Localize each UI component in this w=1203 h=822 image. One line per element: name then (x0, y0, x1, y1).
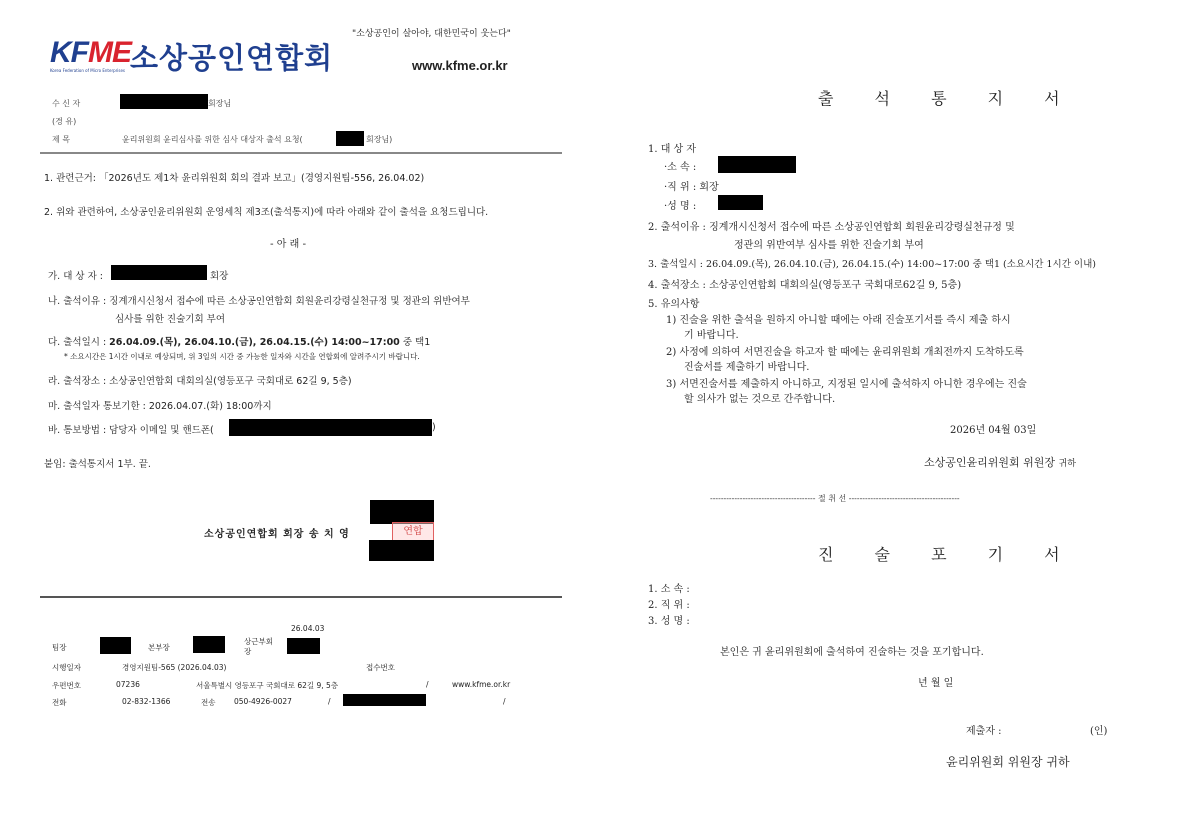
note-2: 2) 사정에 의하여 서면진술을 하고자 할 때에는 윤리위원회 개최전까지 도착하도록 (666, 347, 1024, 358)
section-1-position: ·직 위 : 회장 (664, 182, 719, 193)
waiver-field-org: 1. 소 속 : (648, 584, 690, 595)
recipient-label: 수 신 자 (52, 99, 81, 108)
redaction-box (287, 638, 320, 654)
subject-label: 제 목 (52, 135, 70, 144)
website-url: www.kfme.or.kr (412, 58, 508, 73)
redaction-box (336, 131, 364, 146)
notice-date: 2026년 04월 03일 (950, 425, 1037, 436)
approval-date: 26.04.03 (291, 624, 325, 633)
logo-sub: Korea Federation of Micro Enterprises (50, 68, 126, 73)
footer-divider (40, 596, 562, 598)
kfme-logo (50, 36, 131, 70)
separator: / (426, 680, 429, 689)
seal-mark: (인) (1090, 726, 1108, 737)
item-na-cont: 심사를 위한 진술기회 부여 (115, 314, 226, 325)
addressee: 소상공인윤리위원회 위원장 귀하 (924, 456, 1076, 469)
fax-label: 전송 (201, 698, 216, 707)
slogan: "소상공인이 살아야, 대한민국이 웃는다" (352, 29, 511, 39)
cut-line: --------------------------------------- 절 취 선 ----------------------------------------- (710, 494, 960, 503)
below-heading: - 아 래 - (270, 239, 307, 250)
item-2: 2. 위와 관련하여, 소상공인윤리위원회 운영세칙 제3조(출석통지)에 따라 아래와 같이 출석을 요청드립니다. (44, 207, 489, 218)
section-2: 2. 출석이유 : 징계개시신청서 접수에 따른 소상공인연합회 회원윤리강령실천규정 및 (648, 222, 1015, 233)
item-na: 나. 출석이유 : 징계개시신청서 접수에 따른 소상공인연합회 회원윤리강령실천규정 및 정관의 위반여부 (48, 296, 470, 307)
recipient-suffix: 회장님 (208, 99, 232, 108)
logo-en: KFME (50, 36, 131, 69)
attachment-note: 붙임: 출석통지서 1부. 끝. (44, 459, 151, 470)
vp-label-2: 장 (244, 647, 252, 656)
redaction-box (343, 694, 426, 706)
waiver-date: 년 월 일 (918, 678, 954, 689)
submitter-label: 제출자 : (966, 726, 1002, 737)
item-ba-label: 바. 통보방법 : 담당자 이메일 및 핸드폰( (48, 425, 214, 436)
subject-text: 윤리위원회 윤리심사를 위한 심사 대상자 출석 요청( (122, 135, 303, 144)
section-5: 5. 유의사항 (648, 299, 700, 310)
section-2-cont: 정관의 위반여부 심사를 위한 진술기회 부여 (734, 240, 924, 251)
team-lead-label: 팀장 (52, 643, 67, 652)
item-ga-suffix: 회장 (210, 271, 229, 282)
redaction-box (369, 540, 434, 561)
note-2-cont: 진술서를 제출하기 바랍니다. (684, 362, 810, 373)
item-da-note: * 소요시간은 1시간 이내로 예상되며, 위 3일의 시간 중 가능한 일자와 시간을 연합회에 알려주시기 바랍니다. (64, 352, 420, 361)
section-3: 3. 출석일시 : 26.04.09.(목), 26.04.10.(금), 26.04.15.(수) 14:00~17:00 중 택1 (소요시간 1시간 이내) (648, 259, 1096, 270)
item-ga-label: 가. 대 상 자 : (48, 271, 104, 282)
waiver-title: 진 술 포 기 서 (818, 545, 1078, 564)
note-1-cont: 기 바랍니다. (684, 330, 739, 341)
waiver-field-position: 2. 직 위 : (648, 600, 690, 611)
section-1-org: ·소 속 : (664, 162, 697, 173)
item-ra: 라. 출석장소 : 소상공인연합회 대회의실(영등포구 국회대로 62길 9, 5층) (48, 376, 352, 387)
redaction-box (120, 94, 208, 109)
sender-name: 소상공인연합회 회장 송 치 영 (204, 529, 350, 540)
section-4: 4. 출석장소 : 소상공인연합회 대회의실(영등포구 국회대로62길 9, 5층) (648, 280, 962, 291)
waiver-statement: 본인은 귀 윤리위원회에 출석하여 진술하는 것을 포기합니다. (720, 647, 984, 658)
waiver-field-name: 3. 성 명 : (648, 616, 690, 627)
waiver-addressee: 윤리위원회 위원장 귀하 (946, 755, 1070, 769)
subject-suffix: 회장님) (366, 135, 393, 144)
separator: / (328, 697, 331, 706)
site: www.kfme.or.kr (452, 680, 511, 689)
header-divider (40, 152, 562, 154)
redaction-box (111, 265, 207, 280)
phone-value: 02-832-1366 (122, 697, 171, 706)
enforce-label: 시행일자 (52, 663, 81, 672)
note-1: 1) 진술을 위한 출석을 원하지 아니할 때에는 아래 진술포기서를 즉시 제출 하시 (666, 315, 1011, 326)
item-da: 다. 출석일시 : 26.04.09.(목), 26.04.10.(금), 26.04.15.(수) 14:00~17:00 중 택1 (48, 337, 431, 348)
receipt-label: 접수번호 (366, 663, 395, 672)
item-ma: 마. 출석일자 통보기한 : 2026.04.07.(화) 18:00까지 (48, 401, 272, 412)
dept-head-label: 본부장 (148, 643, 170, 652)
address: 서울특별시 영등포구 국회대로 62길 9, 5층 (196, 681, 339, 690)
item-1: 1. 관련근거: 「2026년도 제1차 윤리위원회 회의 결과 보고」(경영지원팀-556, 26.04.02) (44, 173, 425, 184)
separator: / (503, 697, 506, 706)
vp-label: 상근부회 (244, 637, 273, 646)
redaction-box (229, 419, 432, 436)
logo-ko: 소상공인연합회 (130, 41, 334, 75)
section-1: 1. 대 상 자 (648, 144, 697, 155)
enforce-value: 경영지원팀-565 (2026.04.03) (122, 663, 227, 672)
redaction-box (100, 637, 131, 654)
via-label: (경 유) (52, 117, 77, 126)
section-1-name: ·성 명 : (664, 201, 697, 212)
note-3-cont: 할 의사가 없는 것으로 간주합니다. (684, 394, 836, 405)
fax-value: 050-4926-0027 (234, 697, 292, 706)
item-ba-close: ) (432, 422, 436, 433)
notice-title: 출 석 통 지 서 (818, 89, 1078, 108)
seal-stamp: 연합 (392, 522, 434, 542)
redaction-box (370, 500, 434, 524)
redaction-box (718, 195, 763, 210)
redaction-box (718, 156, 796, 173)
zip-label: 우편번호 (52, 681, 81, 690)
note-3: 3) 서면진술서를 제출하지 아니하고, 지정된 일시에 출석하지 아니한 경우에는 진술 (666, 379, 1027, 390)
phone-label: 전화 (52, 698, 67, 707)
zip-value: 07236 (116, 680, 140, 689)
redaction-box (193, 636, 225, 653)
